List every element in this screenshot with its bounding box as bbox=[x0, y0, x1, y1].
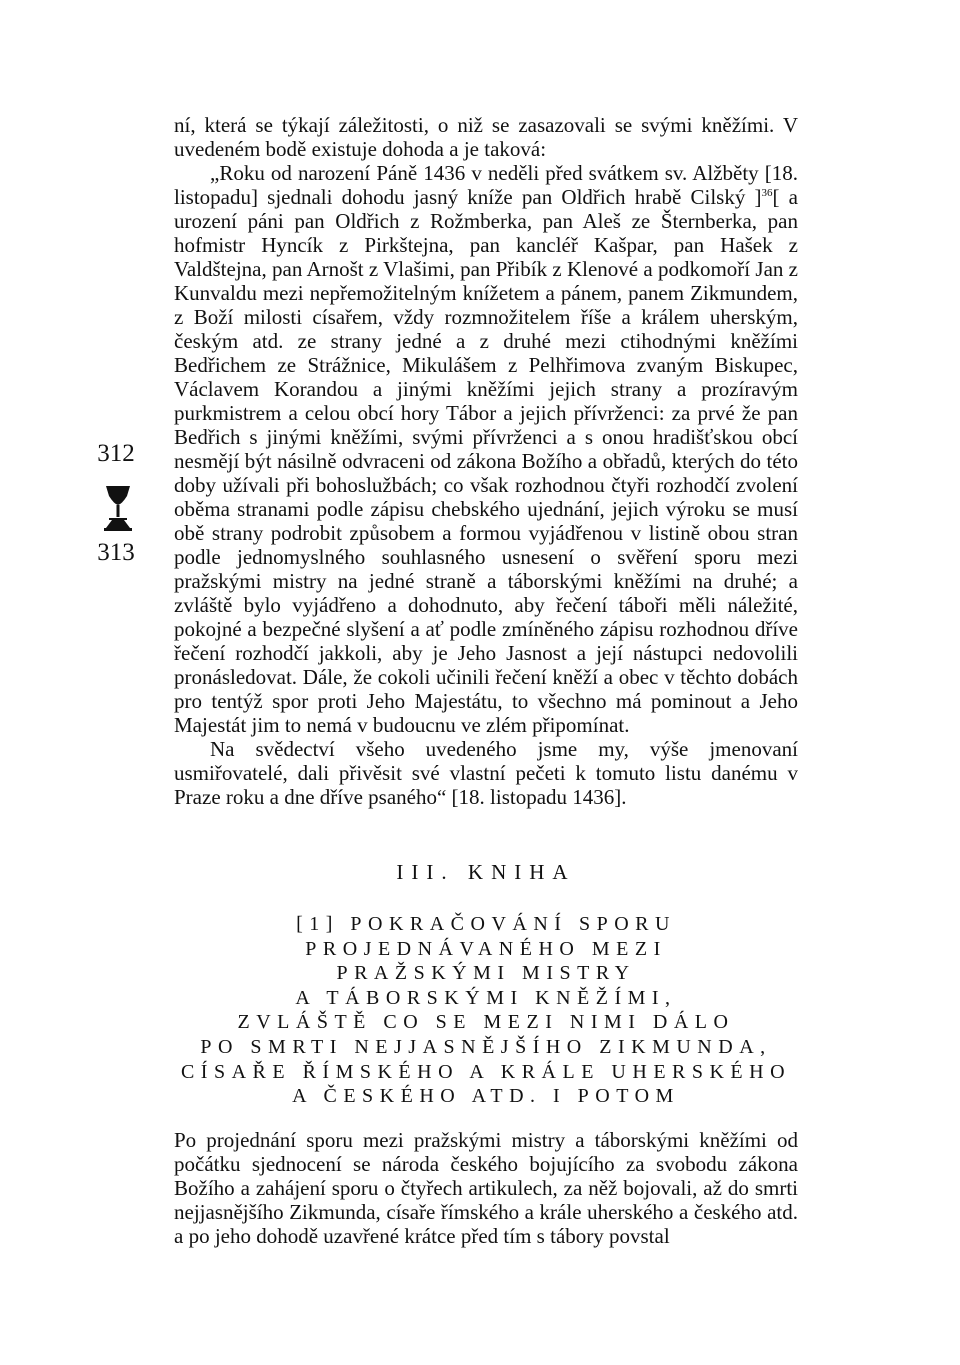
chapter-title-line: PRAŽSKÝMI MISTRY bbox=[336, 962, 636, 985]
paragraph-3: Na svědectví všeho uvedeného jsme my, výše jmenovaní usmiřovatelé, dali přivěsit své vlastní pečeti k tomuto listu danému v Praze roku a dne dříve psaného“ [18. listopadu 1436]. bbox=[174, 737, 798, 809]
book-title: III. KNIHA bbox=[396, 860, 576, 884]
body-text-bottom bbox=[174, 1128, 798, 1248]
footnote-ref: 36 bbox=[761, 187, 773, 199]
page-number-top: 312 bbox=[97, 440, 135, 467]
page-number-bottom: 313 bbox=[97, 539, 135, 566]
chapter-title-line: PO SMRTI NEJJASNĚJŠÍHO ZIKMUNDA, bbox=[200, 1035, 772, 1058]
paragraph-2 bbox=[174, 161, 798, 737]
chapter-title-line: [1] POKRAČOVÁNÍ SPORU bbox=[296, 913, 676, 935]
paragraph-2-part-b: [ a urození páni pan Oldřich z Rožmberka, pan Aleš ze Šternberka, pan hofmistr Hyncík z Pirkštejna, pan kancléř Kašpar, pan Hašek z Valdštejna, pan Arnošt z Vlašimi, pan Přibík z Klenové a podkomoří Jan z Kunvaldu mezi nepřemožitelným knížetem a pánem, panem Zikmundem, z Boží milosti císařem, vždy rozmnožitelem říše a králem uherským, českým atd. ze strany jedné a z druhé mezi ctihodnými kněžími Bedřichem ze Strážnice, Mikulášem z Pelhřimova zvaným Biskupec, Václavem Korandou a jinými kněžími jejich strany a prozíravým purkmistrem a celou obcí hory Tábor a jejich přívrženci: za prvé že pan Bedřich s jinými kněžími, svými přívrženci a s onou hradišťskou obcí nesmějí být násilně odvraceni od zákona Božího a obřadů, kterých do této doby užívali při bohoslužbách; co však rozhodnou čtyři rozhodčí zvolení oběma stranami podle zápisu chebského ujednání, jejich výroku se musí obě strany podrobit způsobem a formou vyjádřenou v listině obou stran podle jednomyslného souhlasného usnesení o svěření sporu mezi pražskými mistry na jedné straně a táborskými kněžími na druhé; a zvláště bylo vyjádřeno a dohodnuto, aby řečení tábořі měli náležité, pokojné a bezpečné slyšení a ať podle zmíněného zápisu rozhodnou dříve řečení rozhodčí jakkoli, aby je Jeho Jasnost a její nástupci nedovolili pronásledovat. Dále, že cokoli učinili řečení kněží a obec v těchto dobách pro tentýž spor proti Jeho Majestátu, to všechno má pominout a Jeho Majestát jim to nemá v budoucnu ve zlém připomínat. bbox=[174, 185, 798, 737]
paragraph-1: ní, která se týkají záležitosti, o niž se zasazovali se svými kněžími. V uvedeném bodě existuje dohoda a je taková: bbox=[174, 113, 798, 161]
chapter-title-line: ZVLÁŠTĚ CO SE MEZI NIMI DÁLO bbox=[237, 1011, 735, 1034]
chapter-title bbox=[174, 912, 798, 1109]
chapter-title-line: CÍSAŘE ŘÍMSKÉHO A KRÁLE UHERSKÉHO bbox=[180, 1060, 792, 1083]
paragraph-2-part-a: „Roku od narození Páně 1436 v neděli před svátkem sv. Alžběty [18. listopadu] sjednali dohodu jasný kníže pan Oldřich hrabě Cilský ] bbox=[174, 161, 798, 209]
paragraph-4: Po projednání sporu mezi pražskými mistry a táborskými kněžími od počátku sjednocení se národa českého bojujícího za svobodu zákona Božího a zahájení sporu o čtyřech artikulech, za něž bojovali, až do smrti nejjasnějšího Zikmunda, císaře římského a krále uherského a českého atd. a po jeho dohodě uzavřené krátce před tím s tábory povstal bbox=[174, 1128, 798, 1248]
chalice-icon bbox=[100, 482, 136, 534]
chapter-title-line: A TÁBORSKÝMI KNĚŽÍMI, bbox=[295, 986, 677, 1009]
chapter-title-line: PROJEDNÁVANÉHO MEZI bbox=[305, 937, 667, 960]
chapter-title-line: A ČESKÉHO ATD. I POTOM bbox=[292, 1085, 680, 1108]
body-text-top bbox=[174, 113, 798, 809]
